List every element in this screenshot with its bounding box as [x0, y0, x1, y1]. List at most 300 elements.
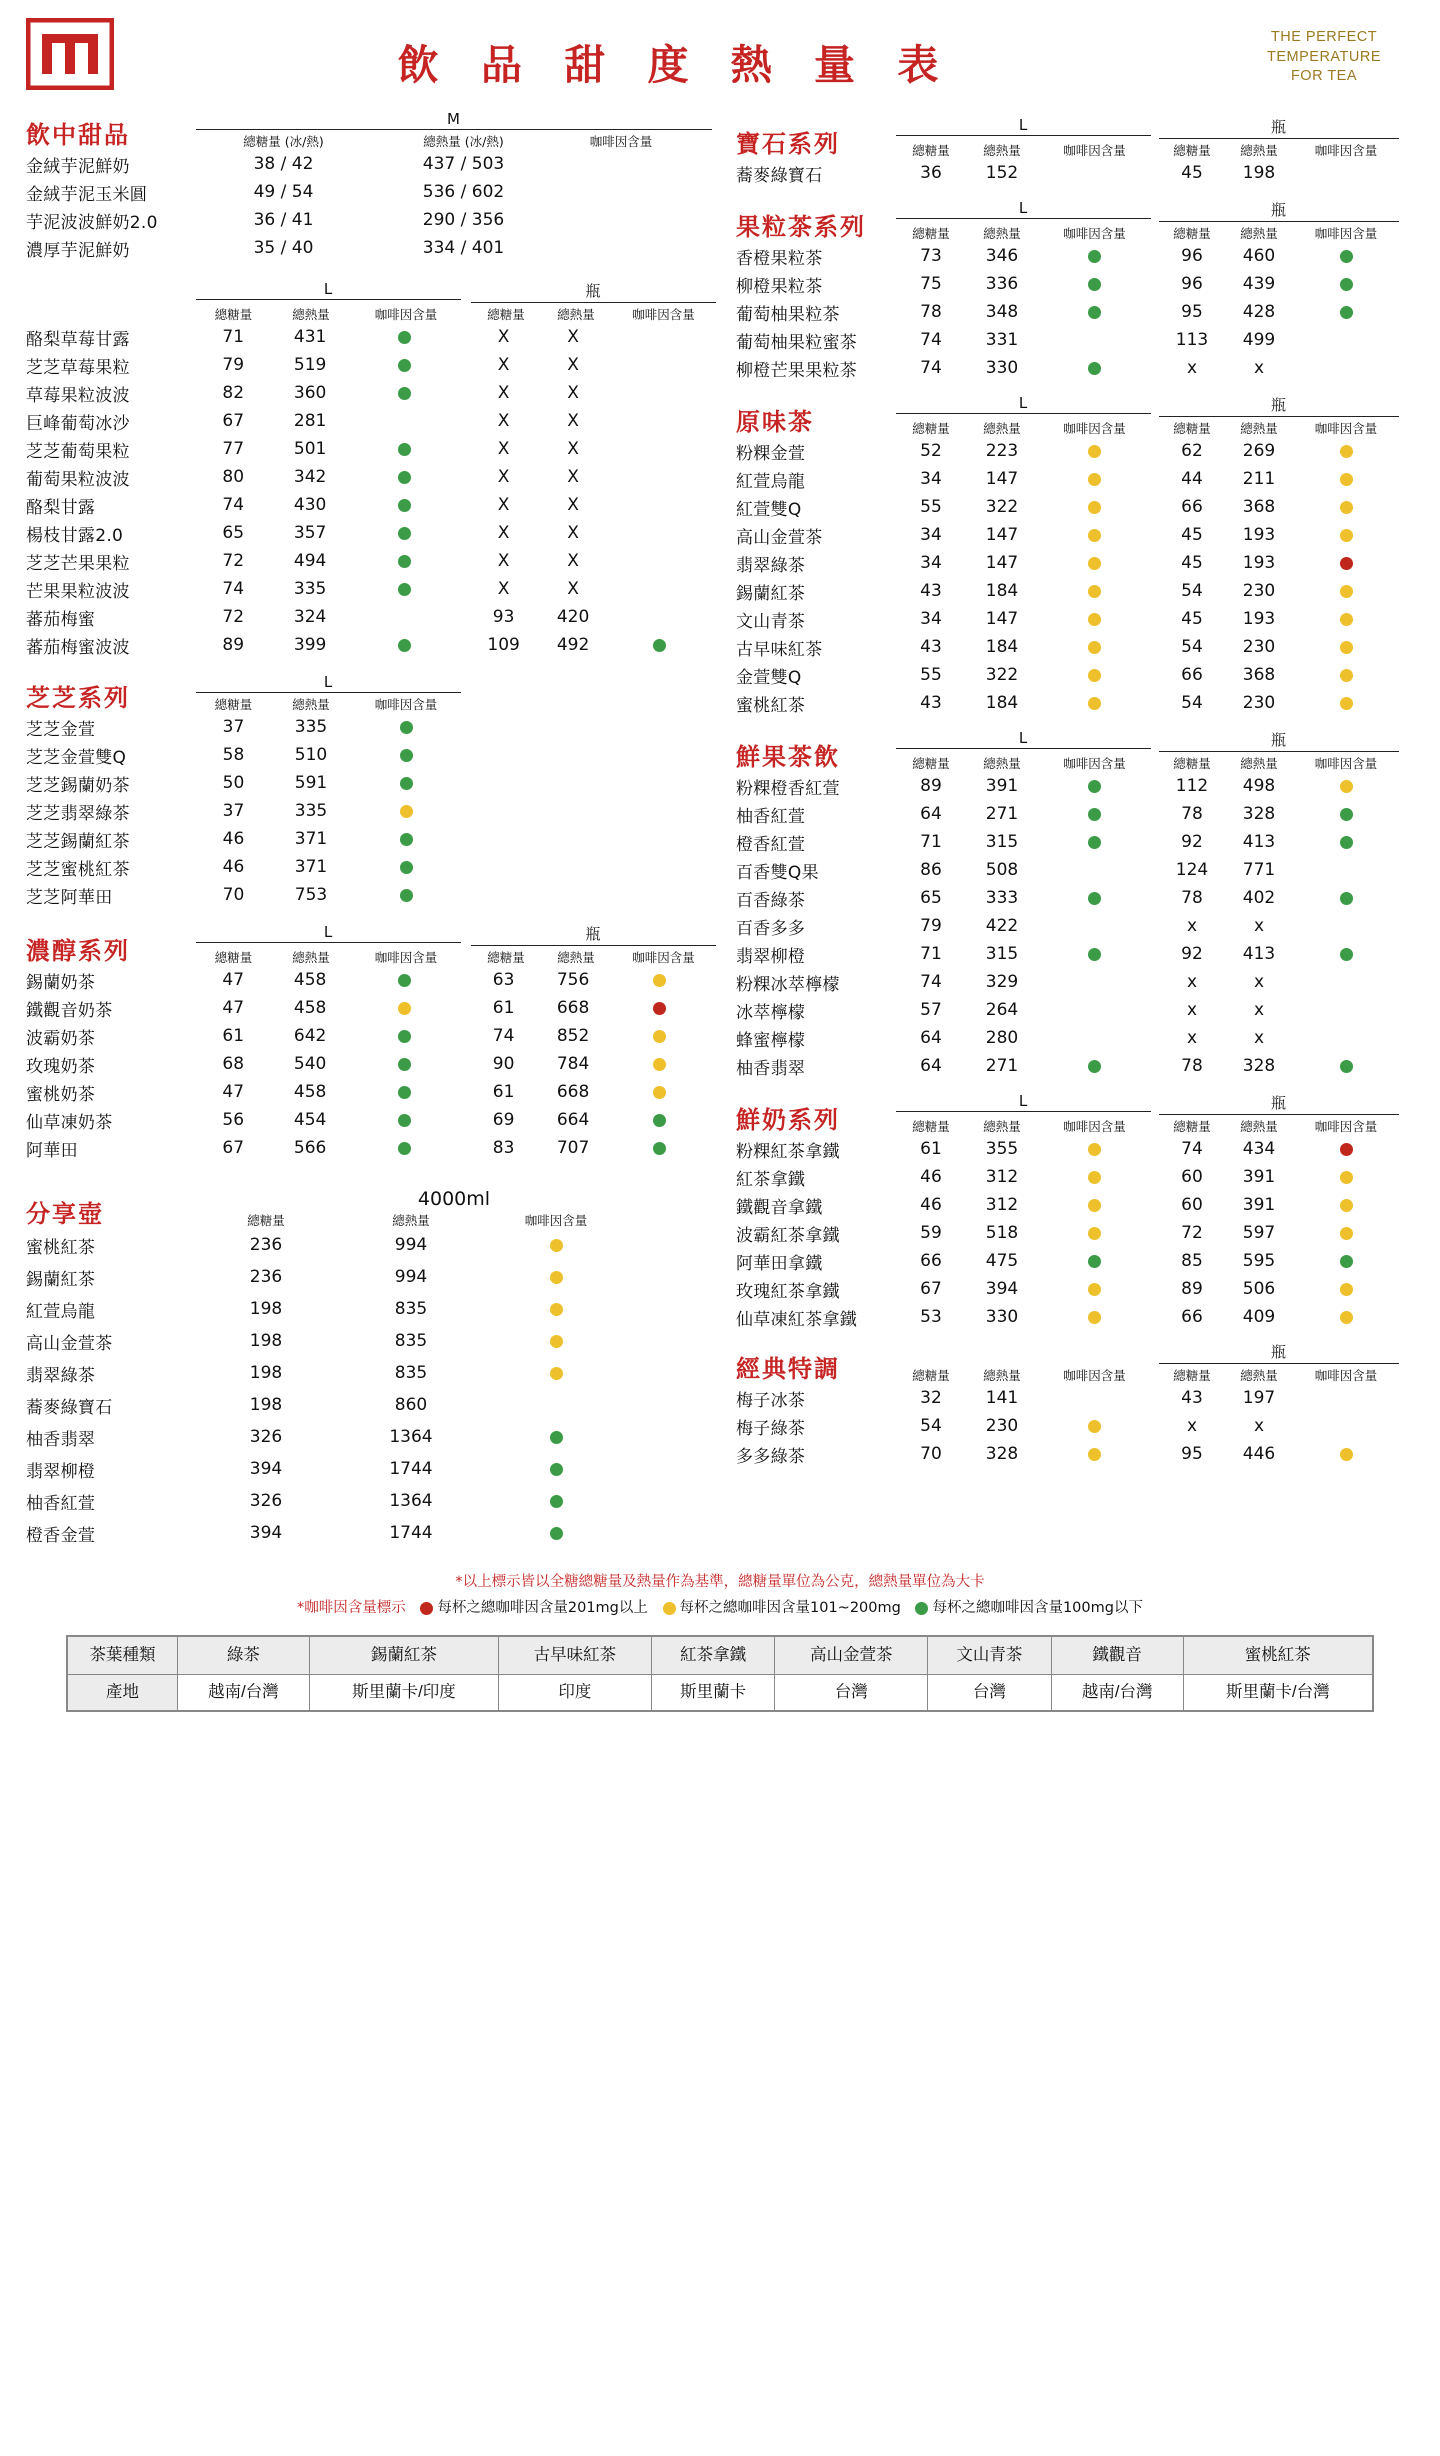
cell-caffeine: [486, 1271, 626, 1284]
caffeine-dot-green-icon: [400, 721, 413, 734]
cell-calorie-L: 315: [985, 944, 1019, 964]
caffeine-dot-green-icon: [398, 499, 411, 512]
item-name: 玫瑰奶茶: [26, 1056, 96, 1077]
cell-sugar-L: 34: [920, 609, 942, 629]
cell-sugar-L: 74: [920, 358, 942, 378]
cell-caffeine-bottle: [1293, 613, 1399, 626]
table-row: [736, 1412, 1414, 1440]
caffeine-dot-green-icon: [398, 555, 411, 568]
caffeine-dot-yellow-icon: [1088, 1311, 1101, 1324]
cell-caffeine-bottle: [1293, 948, 1399, 961]
table-row: [26, 351, 712, 379]
col-label-calorie: 總熱量: [292, 307, 330, 322]
tea-type-cell: 蜜桃紅茶: [1183, 1637, 1372, 1675]
cell-calorie-bottle: 428: [1242, 302, 1276, 322]
cell-sugar-L: 46: [920, 1167, 942, 1187]
caffeine-dot-green-icon: [1088, 250, 1101, 263]
table-row: [26, 1357, 712, 1389]
cell-calorie-L: 312: [985, 1167, 1019, 1187]
caffeine-dot-green-icon: [400, 777, 413, 790]
item-name: 波霸紅茶拿鐵: [736, 1225, 840, 1246]
cell-sugar-bottle: X: [497, 495, 510, 515]
table-row: [26, 547, 712, 575]
cell-sugar-bottle: 83: [492, 1138, 515, 1158]
cell-caffeine: [486, 1495, 626, 1508]
cell-caffeine-L: [350, 499, 459, 512]
tea-type-cell: 高山金萱茶: [775, 1637, 928, 1675]
cell-calorie-bottle: 668: [556, 998, 590, 1018]
col-label-calorie: 總熱量: [1240, 1368, 1278, 1383]
cell-caffeine: [486, 1303, 626, 1316]
table-row: [26, 234, 712, 262]
cell-caffeine: [486, 1335, 626, 1348]
cell-calorie-bottle: 193: [1242, 525, 1276, 545]
item-name: 粉粿橙香紅萱: [736, 778, 840, 799]
cell-caffeine-L: [350, 639, 459, 652]
cell-calorie-bottle: 756: [556, 970, 590, 990]
cell-calorie-bottle: 402: [1242, 888, 1276, 908]
cell-caffeine-L: [1038, 1227, 1151, 1240]
caffeine-dot-yellow-icon: [398, 1002, 411, 1015]
cell-calorie-L: 519: [293, 355, 327, 375]
table-row: [26, 178, 712, 206]
cell-sugar: 36 / 41: [253, 210, 314, 230]
table-row: [26, 150, 712, 178]
caffeine-dot-yellow-icon: [550, 1367, 563, 1380]
cell-calorie-bottle: 197: [1242, 1388, 1276, 1408]
cell-calorie-bottle: 211: [1242, 469, 1276, 489]
cell-sugar-L: 43: [920, 693, 942, 713]
item-name: 柚香紅萱: [26, 1493, 96, 1514]
caffeine-dot-green-icon: [398, 1142, 411, 1155]
item-name: 柚香翡翠: [26, 1429, 96, 1450]
caffeine-dot-yellow-icon: [1088, 473, 1101, 486]
col-label-sugar: 總糖量: [1173, 1119, 1211, 1134]
caffeine-dot-yellow-icon: [1088, 1420, 1101, 1433]
cell-calorie-L: 335: [293, 579, 327, 599]
cell-caffeine-L: [1038, 1060, 1151, 1073]
section-title-rich-milk: 濃醇系列: [26, 937, 130, 965]
caffeine-dot-red-icon: [1340, 557, 1353, 570]
rows-dessert: [26, 323, 712, 659]
table-row: [736, 437, 1414, 465]
cell-caffeine-bottle: [1293, 808, 1399, 821]
cell-sugar-L: 59: [920, 1223, 942, 1243]
cell-calorie-L: 348: [985, 302, 1019, 322]
cell-calorie-bottle: 499: [1242, 330, 1276, 350]
item-name: 波霸奶茶: [26, 1028, 96, 1049]
cell-sugar-bottle: 61: [492, 998, 515, 1018]
cell-sugar-L: 71: [920, 944, 942, 964]
cell-sugar-L: 80: [222, 467, 245, 487]
item-name: 芒果果粒波波: [26, 581, 130, 602]
caffeine-dot-yellow-icon: [400, 805, 413, 818]
table-row: [26, 881, 712, 909]
cell-caffeine-L: [1038, 697, 1151, 710]
cell-sugar-bottle: 93: [492, 607, 515, 627]
cell-caffeine-L: [350, 1058, 459, 1071]
caffeine-dot-green-icon: [398, 974, 411, 987]
col-label-caffeine: 咖啡因含量: [374, 950, 438, 965]
col-label-caffeine: 咖啡因含量: [1063, 226, 1126, 241]
cell-sugar-bottle: 45: [1181, 163, 1203, 183]
rows-gem: [736, 159, 1414, 187]
cell-caffeine-L: [1038, 1171, 1151, 1184]
size-label-L: L: [196, 673, 461, 693]
table-row: [26, 713, 712, 741]
col-label-calorie: 總熱量: [557, 950, 595, 965]
cell-calorie: 835: [394, 1299, 428, 1319]
cell-sugar-bottle: 109: [487, 635, 520, 655]
col-label-caffeine: 咖啡因含量: [1314, 1119, 1378, 1134]
cell-calorie-L: 271: [985, 804, 1019, 824]
cell-calorie-L: 591: [294, 773, 328, 793]
left-column: [26, 110, 726, 1555]
caffeine-dot-yellow-icon: [1088, 641, 1101, 654]
legend-dot-red-icon: [420, 1602, 433, 1615]
cell-caffeine-L: [1038, 306, 1151, 319]
cell-sugar-bottle: 74: [1181, 1139, 1203, 1159]
cell-caffeine-L: [350, 974, 459, 987]
cell-sugar-L: 32: [920, 1388, 942, 1408]
table-row: [736, 159, 1414, 187]
cell-sugar-bottle: 66: [1181, 665, 1203, 685]
cell-caffeine-bottle: [1293, 697, 1399, 710]
cell-sugar-L: 64: [920, 1028, 942, 1048]
cell-sugar-bottle: 96: [1181, 246, 1203, 266]
origin-cell: 斯里蘭卡/台灣: [1183, 1675, 1372, 1711]
table-row-origin: [68, 1675, 1373, 1711]
cell-calorie-L: 458: [293, 1082, 327, 1102]
footnote-caffeine-label: *咖啡因含量標示: [297, 1600, 406, 1617]
table-row: [26, 1485, 712, 1517]
caffeine-dot-green-icon: [398, 471, 411, 484]
table-row: [736, 242, 1414, 270]
cell-calorie: 860: [394, 1395, 428, 1415]
cell-calorie-L: 518: [985, 1223, 1019, 1243]
cell-calorie-bottle: 328: [1242, 804, 1276, 824]
table-row: [26, 853, 712, 881]
cell-sugar: 326: [249, 1427, 283, 1447]
origin-cell: 斯里蘭卡: [651, 1675, 775, 1711]
cell-calorie-L: 458: [293, 970, 327, 990]
cell-caffeine-L: [1038, 1420, 1151, 1433]
caffeine-dot-yellow-icon: [1340, 1448, 1353, 1461]
cell-calorie-bottle: 391: [1242, 1195, 1276, 1215]
item-name: 文山青茶: [736, 611, 806, 632]
cell-sugar-bottle: 45: [1181, 525, 1203, 545]
cell-sugar-bottle: 113: [1175, 330, 1209, 350]
cell-calorie-L: 430: [293, 495, 327, 515]
item-name: 蕃茄梅蜜: [26, 609, 96, 630]
cell-sugar-L: 47: [222, 970, 245, 990]
cell-sugar-L: 55: [920, 497, 942, 517]
page-header: [26, 18, 1414, 110]
cell-caffeine-L: [351, 777, 461, 790]
table-row: [736, 549, 1414, 577]
table-row: [26, 741, 712, 769]
caffeine-dot-green-icon: [1340, 306, 1353, 319]
table-row: [26, 825, 712, 853]
table-row: [736, 968, 1414, 996]
cell-calorie-bottle: 597: [1242, 1223, 1276, 1243]
size-label-L: L: [896, 1092, 1151, 1112]
col-label-caffeine: 咖啡因含量: [1063, 421, 1126, 436]
table-row: [736, 1163, 1414, 1191]
cell-sugar-bottle: X: [497, 327, 510, 347]
caffeine-dot-green-icon: [398, 387, 411, 400]
cell-caffeine-bottle: [1293, 557, 1399, 570]
col-label-sugar: 總糖量: [214, 307, 253, 322]
rows-rich-milk: [26, 966, 712, 1162]
cell-caffeine-bottle: [608, 974, 712, 987]
item-name: 芝芝草莓果粒: [26, 357, 130, 378]
item-name: 芝芝芒果果粒: [26, 553, 130, 574]
cell-sugar-L: 34: [920, 469, 942, 489]
cell-calorie-L: 510: [294, 745, 328, 765]
table-row: [736, 689, 1414, 717]
cell-calorie-L: 399: [293, 635, 327, 655]
cell-calorie-L: 371: [294, 829, 328, 849]
cell-caffeine-bottle: [1293, 892, 1399, 905]
item-name: 芝芝阿華田: [26, 887, 113, 908]
cell-sugar-bottle: 60: [1181, 1167, 1203, 1187]
cell-calorie: 1744: [389, 1523, 433, 1543]
caffeine-dot-green-icon: [398, 443, 411, 456]
table-row: [26, 463, 712, 491]
cell-sugar-bottle: 90: [492, 1054, 515, 1074]
item-name: 仙草凍紅茶拿鐵: [736, 1309, 858, 1330]
item-name: 柚香翡翠: [736, 1058, 806, 1079]
cell-calorie-L: 540: [293, 1054, 327, 1074]
cell-sugar-L: 70: [920, 1444, 942, 1464]
col-label-caffeine: 咖啡因含量: [1063, 143, 1126, 158]
cell-caffeine-bottle: [1293, 1171, 1399, 1184]
origin-cell: 印度: [499, 1675, 652, 1711]
cell-calorie-bottle: X: [567, 327, 579, 347]
col-label-sugar: 總糖量: [912, 756, 950, 771]
cell-calorie-L: 454: [293, 1110, 327, 1130]
section-title-gem: 寶石系列: [736, 130, 840, 158]
cell-sugar-L: 79: [222, 355, 245, 375]
cell-caffeine-L: [1038, 1255, 1151, 1268]
cell-calorie-L: 271: [985, 1056, 1019, 1076]
cell-caffeine-bottle: [608, 1114, 712, 1127]
cell-calorie-bottle: 193: [1242, 609, 1276, 629]
table-row: [26, 1106, 712, 1134]
cell-calorie-L: 330: [985, 1307, 1019, 1327]
cell-sugar-bottle: 78: [1181, 804, 1203, 824]
caffeine-dot-yellow-icon: [1340, 669, 1353, 682]
table-row: [26, 1022, 712, 1050]
item-name: 紅萱烏龍: [26, 1301, 96, 1322]
item-name: 錫蘭奶茶: [26, 972, 96, 993]
cell-caffeine-bottle: [1293, 1143, 1399, 1156]
col-label-sugar: 總糖量: [214, 950, 253, 965]
col-label-calorie: 總熱量: [983, 143, 1021, 158]
caffeine-dot-green-icon: [398, 583, 411, 596]
cell-sugar-L: 43: [920, 637, 942, 657]
table-row: [736, 772, 1414, 800]
item-name: 葡萄柚果粒蜜茶: [736, 332, 858, 353]
cell-sugar-L: 61: [222, 1026, 245, 1046]
cell-calorie-bottle: X: [567, 411, 579, 431]
cell-calorie-bottle: 391: [1242, 1167, 1276, 1187]
table-row: [736, 1052, 1414, 1080]
col-label-sugar: 總糖量: [912, 1368, 950, 1383]
section-sweet-in-tea: [26, 110, 712, 262]
item-name: 橙香紅萱: [736, 834, 806, 855]
item-name: 翡翠柳橙: [736, 946, 806, 967]
cell-sugar-bottle: 92: [1181, 944, 1203, 964]
cell-caffeine-bottle: [1293, 1448, 1399, 1461]
cell-calorie-bottle: 446: [1242, 1444, 1276, 1464]
cell-sugar-L: 46: [222, 857, 245, 877]
col-label-calorie: 總熱量: [983, 421, 1021, 436]
caffeine-dot-green-icon: [398, 527, 411, 540]
table-row: [736, 1384, 1414, 1412]
cell-caffeine-L: [1038, 362, 1151, 375]
cell-caffeine-L: [1038, 669, 1151, 682]
caffeine-dot-green-icon: [1088, 836, 1101, 849]
cell-sugar-L: 64: [920, 1056, 942, 1076]
cell-sugar: 198: [249, 1299, 283, 1319]
section-rich-milk: [26, 923, 712, 1162]
footnote-line-1: *以上標示皆以全糖總糖量及熱量作為基準，總糖量單位為公克，總熱量單位為大卡: [455, 1574, 985, 1590]
cell-sugar-bottle: 89: [1181, 1279, 1203, 1299]
table-row: [736, 996, 1414, 1024]
cell-calorie-L: 184: [985, 637, 1019, 657]
section-zhizhi: [26, 673, 712, 909]
caffeine-dot-green-icon: [653, 639, 666, 652]
cell-sugar-L: 34: [920, 553, 942, 573]
section-title-share-pot: 分享壺: [26, 1200, 104, 1228]
cell-sugar-bottle: 43: [1181, 1388, 1203, 1408]
cell-sugar-bottle: 124: [1175, 860, 1209, 880]
caffeine-dot-green-icon: [398, 1086, 411, 1099]
rows-original-tea: [736, 437, 1414, 717]
section-fresh-fruit: [736, 729, 1414, 1080]
cell-sugar-L: 36: [920, 163, 942, 183]
rows-zhizhi: [26, 713, 712, 909]
caffeine-dot-yellow-icon: [1340, 1311, 1353, 1324]
cell-caffeine-L: [1038, 948, 1151, 961]
cell-calorie-bottle: 668: [556, 1082, 590, 1102]
item-name: 粉粿金萱: [736, 443, 806, 464]
col-label-sugar: 總糖量: [487, 307, 525, 322]
cell-calorie-bottle: X: [567, 439, 579, 459]
table-row: [736, 884, 1414, 912]
cell-sugar-L: 47: [222, 998, 245, 1018]
cell-sugar: 236: [249, 1235, 283, 1255]
cell-calorie-L: 458: [293, 998, 327, 1018]
caffeine-dot-yellow-icon: [550, 1303, 563, 1316]
cell-sugar-L: 56: [222, 1110, 245, 1130]
section-title-fresh-fruit: 鮮果茶飲: [736, 743, 840, 771]
cell-caffeine-bottle: [1293, 1311, 1399, 1324]
cell-calorie-bottle: 420: [556, 607, 590, 627]
col-label-caffeine: 咖啡因含量: [524, 1213, 588, 1228]
cell-caffeine: [486, 1367, 626, 1380]
caffeine-dot-green-icon: [1340, 1060, 1353, 1073]
cell-caffeine-bottle: [608, 1058, 712, 1071]
caffeine-dot-green-icon: [1088, 306, 1101, 319]
cell-calorie-L: 322: [985, 665, 1019, 685]
cell-sugar-bottle: x: [1186, 1416, 1198, 1436]
col-label-caffeine: 咖啡因含量: [632, 307, 695, 322]
cell-caffeine-L: [351, 749, 461, 762]
caffeine-dot-green-icon: [400, 889, 413, 902]
cell-calorie-bottle: 784: [556, 1054, 590, 1074]
item-name: 翡翠綠茶: [736, 555, 806, 576]
item-name: 芋泥波波鮮奶2.0: [26, 212, 158, 233]
size-label-bottle: 瓶: [471, 923, 716, 946]
table-row: [26, 631, 712, 659]
item-name: 紅萱雙Q: [736, 499, 802, 520]
col-label-caffeine: 咖啡因含量: [1063, 1368, 1126, 1383]
item-name: 百香綠茶: [736, 890, 806, 911]
caffeine-dot-yellow-icon: [653, 1086, 666, 1099]
section-title-zhizhi: 芝芝系列: [26, 684, 130, 712]
cell-calorie-L: 264: [985, 1000, 1019, 1020]
item-name: 巨峰葡萄冰沙: [26, 413, 130, 434]
item-name: 蕎麥綠寶石: [26, 1397, 113, 1418]
table-row: [26, 797, 712, 825]
rows-share-pot: [26, 1229, 712, 1549]
caffeine-dot-yellow-icon: [1088, 613, 1101, 626]
caffeine-dot-green-icon: [1088, 892, 1101, 905]
caffeine-dot-green-icon: [398, 1058, 411, 1071]
cell-caffeine-L: [1038, 445, 1151, 458]
caffeine-dot-yellow-icon: [550, 1239, 563, 1252]
cell-calorie-L: 335: [294, 717, 328, 737]
cell-sugar-bottle: 54: [1181, 693, 1203, 713]
cell-calorie-bottle: x: [1253, 358, 1265, 378]
cell-sugar-L: 74: [920, 972, 942, 992]
table-row: [736, 1219, 1414, 1247]
footnotes: [26, 1569, 1414, 1621]
cell-sugar-bottle: X: [497, 355, 510, 375]
cell-sugar-L: 89: [222, 635, 245, 655]
cell-caffeine-bottle: [1293, 585, 1399, 598]
caffeine-dot-yellow-icon: [1340, 1171, 1353, 1184]
cell-calorie: 536 / 602: [422, 182, 505, 202]
tea-type-cell: 紅茶拿鐵: [651, 1637, 775, 1675]
cell-sugar-bottle: 112: [1175, 776, 1209, 796]
capacity-label-4000ml: 4000ml: [417, 1188, 491, 1210]
caffeine-dot-yellow-icon: [1088, 1448, 1101, 1461]
caffeine-dot-green-icon: [550, 1431, 563, 1444]
rows-fresh-milk: [736, 1135, 1414, 1331]
caffeine-dot-green-icon: [398, 331, 411, 344]
table-row-tea-type: [68, 1637, 1373, 1675]
cell-sugar-bottle: 45: [1181, 553, 1203, 573]
cell-caffeine: [486, 1463, 626, 1476]
cell-caffeine-L: [1038, 1448, 1151, 1461]
cell-sugar-bottle: X: [497, 383, 510, 403]
cell-calorie-L: 152: [985, 163, 1019, 183]
cell-sugar-L: 37: [222, 717, 245, 737]
cell-sugar-bottle: x: [1186, 1000, 1198, 1020]
table-row: [26, 435, 712, 463]
cell-caffeine-L: [350, 443, 459, 456]
cell-sugar-L: 52: [920, 441, 942, 461]
cell-calorie-L: 394: [985, 1279, 1019, 1299]
cell-caffeine-L: [350, 527, 459, 540]
cell-calorie-L: 494: [293, 551, 327, 571]
size-label-L: L: [196, 923, 461, 943]
size-label-bottle: 瓶: [1159, 394, 1399, 417]
